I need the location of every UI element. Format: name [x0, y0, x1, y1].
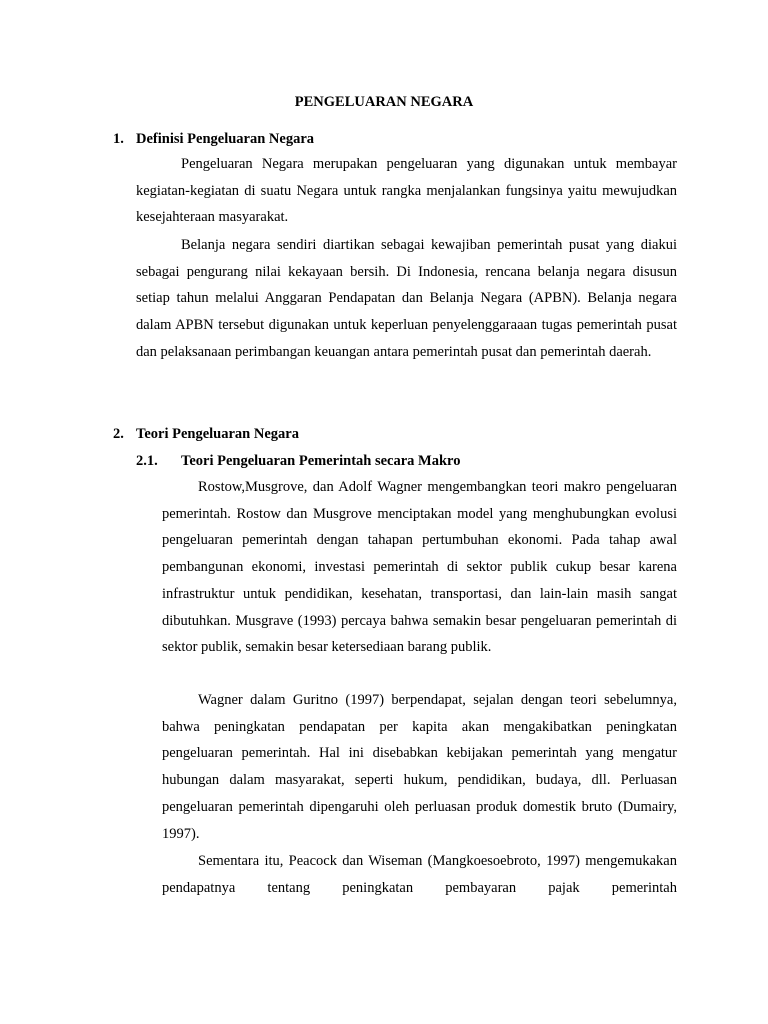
section-1-heading — [113, 130, 314, 148]
document-title: PENGELUARAN NEGARA — [294, 94, 474, 110]
section-1-paragraph-1: Pengeluaran Negara merupakan pengeluaran yang digunakan untuk membayar kegiatan-kegiatan di suatu Negara untuk rangka menjalankan fungsinya yaitu mewujudkan kesejahteraan masyarakat. — [136, 156, 677, 226]
section-2-paragraph-1: Rostow,Musgrove, dan Adolf Wagner mengembangkan teori makro pengeluaran pemerintah. Rostow dan Musgrove menciptakan model yang menghubungkan evolusi pengeluaran pemerintah dengan tahapan pertumbuhan ekonomi. Pada tahap awal pembangunan ekonomi, investasi pemerintah di sektor publik cukup besar karena infrastruktur untuk pendidikan, kesehatan, transportasi, dan lain-lain masih sangat dibutuhkan. Musgrave (1993) percaya bahwa semakin besar pengeluaran pemerintah di sektor publik, semakin besar ketersediaan barang publik. — [162, 479, 677, 656]
section-2-paragraph-2: Wagner dalam Guritno (1997) berpendapat, sejalan dengan teori sebelumnya, bahwa peningkatan pendapatan per kapita akan mengakibatkan peningkatan pengeluaran pemerintah. Hal ini disebabkan kebijakan pemerintah yang mengatur hubungan dalam masyarakat, seperti hukum, pendidikan, budaya, dll. Perluasan pengeluaran pemerintah dipengaruhi oleh perluasan produk domestik bruto (Dumairy, 1997). — [162, 692, 677, 842]
subsection-2-1-number: 2.1. — [136, 453, 158, 469]
section-2-title: Teori Pengeluaran Negara — [136, 426, 299, 442]
section-2-heading — [113, 425, 299, 443]
subsection-2-1-title: Teori Pengeluaran Pemerintah secara Makro — [181, 453, 461, 469]
subsection-2-1-heading — [136, 452, 460, 470]
section-2-number: 2. — [113, 426, 124, 442]
section-1-title: Definisi Pengeluaran Negara — [136, 131, 315, 147]
section-1-number: 1. — [113, 131, 124, 147]
section-1-paragraph-2: Belanja negara sendiri diartikan sebagai kewajiban pemerintah pusat yang diakui sebagai pengurang nilai kekayaan bersih. Di Indonesia, rencana belanja negara disusun setiap tahun melalui Anggaran Pendapatan dan Belanja Negara (APBN). Belanja negara dalam APBN tersebut digunakan untuk keperluan penyelenggaraaan tugas pemerintah pusat dan pelaksanaan perimbangan keuangan antara pemerintah pusat dan pemerintah daerah. — [136, 237, 677, 360]
section-2-paragraph-3: Sementara itu, Peacock dan Wiseman (Mangkoesoebroto, 1997) mengemukakan pendapatnya tentang peningkatan pembayaran pajak pemerintah — [162, 853, 677, 896]
